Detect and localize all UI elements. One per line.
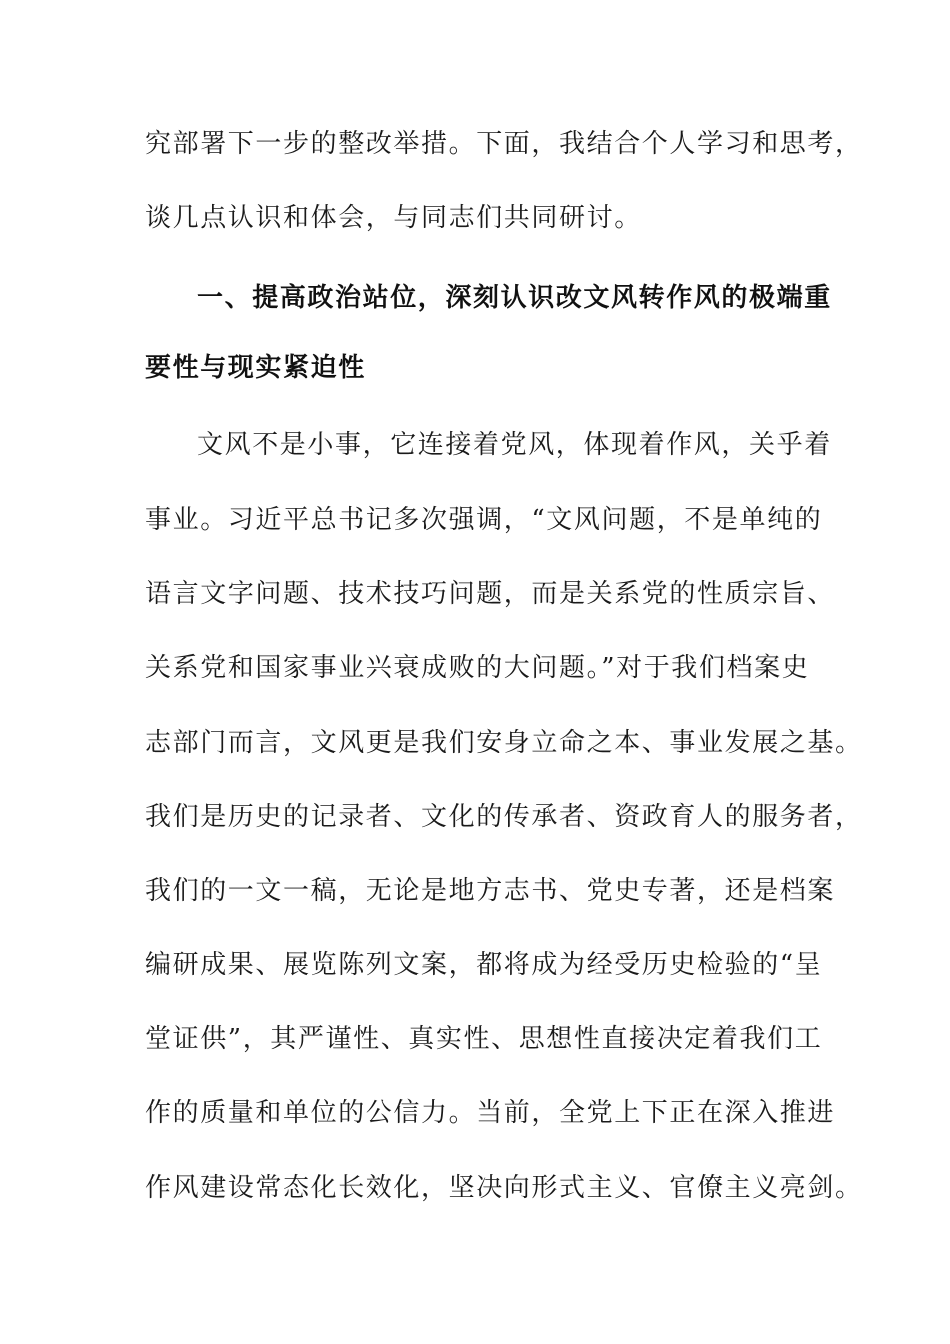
section-heading-line: 一、提高政治站位，深刻认识改文风转作风的极端重	[197, 283, 832, 313]
text-line: 谈几点认识和体会，与同志们共同研讨。	[145, 203, 642, 233]
text-line: 作风建设常态化长效化，坚决向形式主义、官僚主义亮剑。	[145, 1173, 863, 1203]
text-line: 语言文字问题、技术技巧问题，而是关系党的性质宗旨、	[145, 579, 836, 609]
text-line: 究部署下一步的整改举措。下面，我结合个人学习和思考，	[145, 129, 863, 159]
text-line: 我们是历史的记录者、文化的传承者、资政育人的服务者，	[145, 802, 863, 832]
text-line: 事业。习近平总书记多次强调，“文风问题，不是单纯的	[145, 505, 823, 535]
text-line: 志部门而言，文风更是我们安身立命之本、事业发展之基。	[145, 728, 863, 758]
text-line: 堂证供”，其严谨性、真实性、思想性直接决定着我们工	[145, 1024, 823, 1054]
text-line: 我们的一文一稿，无论是地方志书、党史专著，还是档案	[145, 876, 836, 906]
paragraph-first-line: 文风不是小事，它连接着党风，体现着作风，关乎着	[197, 430, 832, 460]
text-line: 编研成果、展览陈列文案，都将成为经受历史检验的“呈	[145, 950, 823, 980]
text-line: 作的质量和单位的公信力。当前，全党上下正在深入推进	[145, 1098, 836, 1128]
section-heading-line: 要性与现实紧迫性	[145, 353, 366, 383]
text-line: 关系党和国家事业兴衰成败的大问题。”对于我们档案史	[145, 653, 810, 683]
